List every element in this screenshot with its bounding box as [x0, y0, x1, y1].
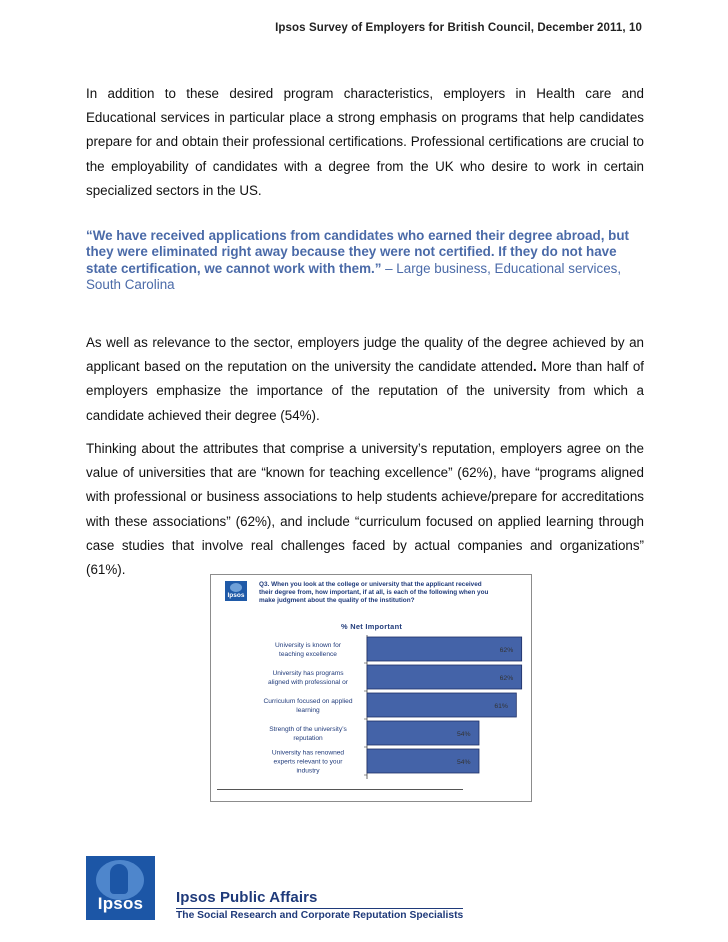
chart-value-label: 62% [499, 675, 514, 682]
chart-figure [210, 574, 532, 802]
chart-category-label: Curriculum focused on applied learning [263, 698, 353, 714]
quote-attribution: – Large business, Educational services, South Carolina [86, 260, 622, 293]
logo-figure-icon [110, 864, 128, 894]
ipsos-logo [86, 856, 155, 920]
paragraph-2-end: More than half of employers emphasize the importance of the reputation of the university from which a candidate achieved their degree (54%). [86, 359, 644, 423]
employer-quote [86, 228, 644, 294]
chart-value-label: 54% [457, 759, 471, 766]
chart-bar [367, 637, 522, 661]
chart-footer-rule [217, 789, 463, 790]
chart-category-label: University is known for teaching excellence [275, 642, 341, 658]
chart-title: % Net Important [341, 622, 403, 631]
chart-value-label: 54% [457, 731, 471, 738]
paragraph-reputation [86, 331, 644, 428]
logo-word: Ipsos [97, 894, 144, 913]
quote-text: “We have received applications from candidates who earned their degree abroad, but they were eliminated right away because they were not certified. If they do not have state certification, we cannot work with them.” [86, 228, 629, 276]
chart-question: Q3. When you look at the college or university that the applicant received their degree from, how important, if at all, is each of the following when you make judgment about the quality of the institution? [259, 581, 489, 605]
running-header: Ipsos Survey of Employers for British Council, December 2011, 10 [275, 22, 642, 34]
paragraph-2-start: As well as relevance to the sector, employers judge the quality of the degree achieved by an applicant based on the reputation on the university the candidate attended [86, 335, 644, 375]
chart-category-label: Strength of the university’s reputation [269, 726, 347, 742]
chart-bar [367, 665, 522, 689]
brand-title: Ipsos Public Affairs [176, 889, 318, 906]
paragraph-attributes: Thinking about the attributes that comprise a university’s reputation, employers agree on the value of universities that are “known for teaching excellence” (62%), have “programs aligned with professional or business associations to help students achieve/prepare for accreditations with these associations” (62%), and include “curriculum focused on applied learning through case studies that involve real challenges faced by actual companies and organizations” (61%). [86, 441, 644, 578]
chart-category-label: University has renowned experts relevant to your industry [271, 749, 345, 775]
brand-tagline: The Social Research and Corporate Reputation Specialists [176, 910, 464, 921]
paragraph-certifications: In addition to these desired program characteristics, employers in Health care and Educational services in particular place a strong emphasis on programs that help candidates prepare for and obtain their professional certifications. Professional certifications are crucial to the employability of candidates with a degree from the UK who desire to work in certain specialized sectors in the US. [86, 86, 644, 198]
mini-logo-text: Ipsos [227, 592, 245, 599]
chart-category-label: University has programs aligned with professional or [268, 670, 348, 686]
paragraph-2-emphasis: . [532, 359, 537, 375]
chart-value-label: 62% [499, 647, 514, 654]
chart-value-label: 61% [494, 703, 508, 710]
bar-chart [211, 575, 531, 801]
